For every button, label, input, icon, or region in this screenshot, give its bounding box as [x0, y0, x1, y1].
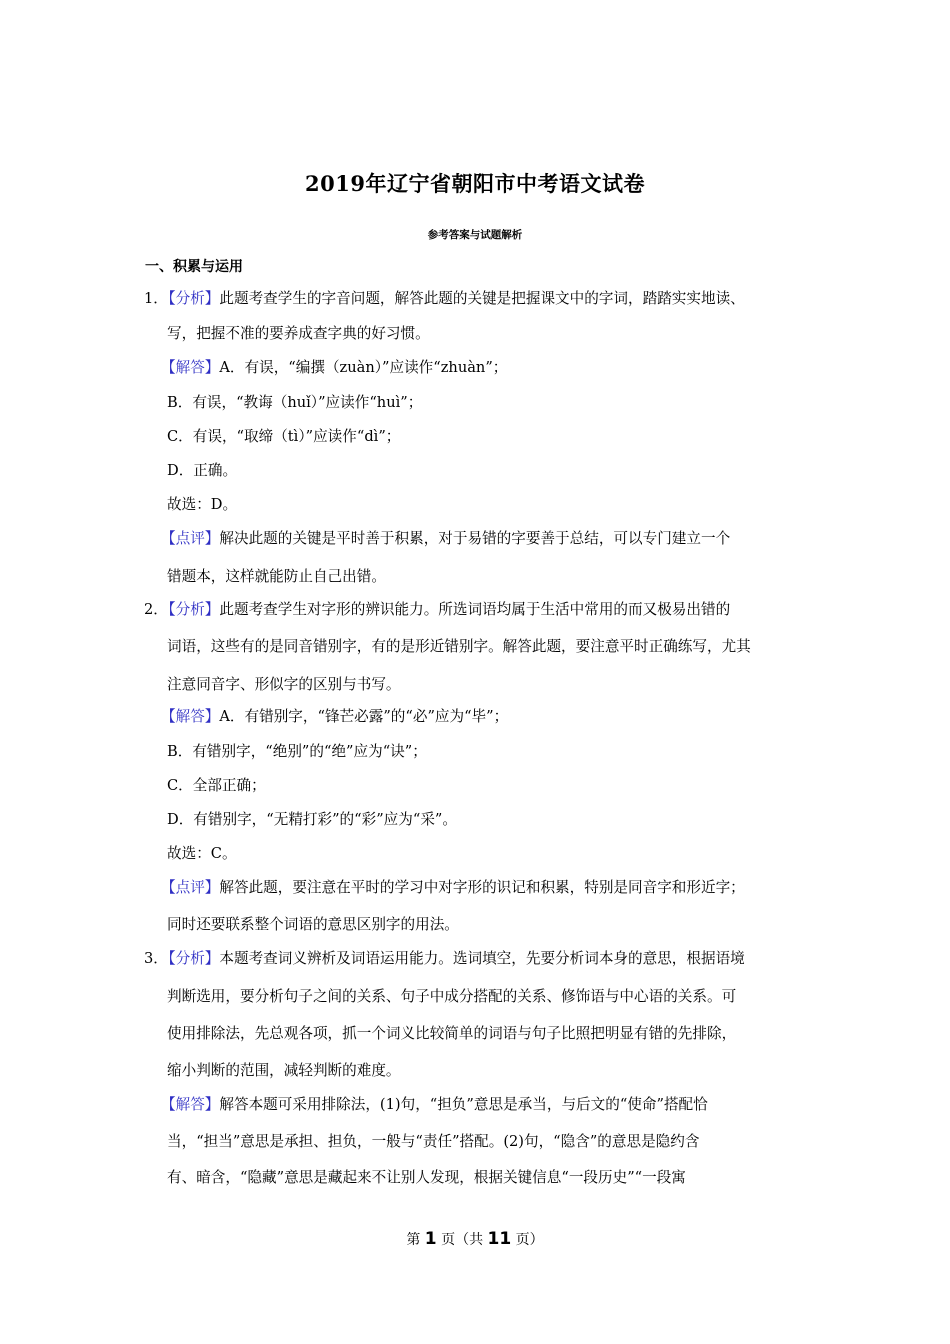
- q1-answer-line: B．有误，“教诲（huǐ）”应读作“huì”；: [167, 394, 423, 411]
- q2-analysis-line: 词语，这些有的是同音错别字，有的是形近错别字。解答此题，要注意平时正确练写，尤其: [167, 638, 751, 655]
- answer-tag: 【解答】: [161, 1096, 220, 1113]
- footer-suffix: 页）: [511, 1232, 544, 1248]
- doc-title: 2019年辽宁省朝阳市中考语文试卷: [305, 171, 645, 196]
- q2-answer-line: [161, 707, 801, 727]
- doc-subtitle: 参考答案与试题解析: [427, 229, 523, 241]
- q1-answer-line: D．正确。: [167, 462, 238, 479]
- analysis-tag: 【分析】: [161, 601, 220, 618]
- q2-answer-line: B．有错别字，“绝别”的“绝”应为“诀”；: [167, 743, 427, 760]
- answer-tag: 【解答】: [161, 359, 220, 376]
- footer-prefix: 第: [406, 1232, 425, 1248]
- analysis-tag: 【分析】: [161, 290, 220, 307]
- answer-tag: 【解答】: [161, 708, 220, 725]
- q2-answer-text: A．有错别字，“锋芒必露”的“必”应为“毕”；: [219, 708, 509, 725]
- q3-analysis-line: 缩小判断的范围，减轻判断的难度。: [167, 1062, 401, 1079]
- q3-analysis-text: 本题考查词义辨析及词语运用能力。选词填空，先要分析词本身的意思，根据语境: [219, 950, 745, 967]
- q3-analysis-line: 使用排除法，先总观各项，抓一个词义比较简单的词语与句子比照把明显有错的先排除，: [167, 1025, 737, 1042]
- q2-comment-line: 同时还要联系整个词语的意思区别字的用法。: [167, 916, 459, 933]
- section-heading: 一、积累与运用: [145, 259, 243, 275]
- question-number: 3．: [144, 950, 168, 967]
- q2-answer-line: C．全部正确；: [167, 777, 266, 794]
- question-number: 2．: [144, 601, 168, 618]
- q1-answer-line: C．有误，“取缔（tì）”应读作“dì”；: [167, 428, 401, 445]
- q2-comment-line: [161, 878, 801, 898]
- q2-comment-text: 解答此题，要注意在平时的学习中对字形的识记和积累，特别是同音字和形近字；: [219, 879, 745, 896]
- q2-answer-line: D．有错别字，“无精打彩”的“彩”应为“采”。: [167, 811, 457, 828]
- analysis-tag: 【分析】: [161, 950, 220, 967]
- comment-tag: 【点评】: [161, 879, 220, 896]
- page-number: 1: [424, 1229, 437, 1249]
- q1-answer-line: [161, 358, 801, 378]
- q2-answer-line: 故选：C。: [167, 845, 237, 862]
- q2-analysis-line: 注意同音字、形似字的区别与书写。: [167, 676, 401, 693]
- q1-comment-line: [161, 529, 801, 549]
- q3-answer-text: 解答本题可采用排除法，(1)句，“担负”意思是承当，与后文的“使命”搭配恰: [219, 1096, 708, 1113]
- q1-analysis-text: 此题考查学生的字音问题，解答此题的关键是把握课文中的字词，踏踏实实地读、: [219, 290, 745, 307]
- q3-analysis-line: 判断选用，要分析句子之间的关系、句子中成分搭配的关系、修饰语与中心语的关系。可: [167, 988, 737, 1005]
- q1-analysis-line: 写，把握不准的要养成查字典的好习惯。: [167, 325, 430, 342]
- q1-comment-line: 错题本，这样就能防止自己出错。: [167, 568, 386, 585]
- q1-answer-text: A．有误，“编撰（zuàn）”应读作“zhuàn”；: [219, 359, 508, 376]
- q3-answer-line: 当，“担当”意思是承担、担负，一般与“责任”搭配。(2)句，“隐含”的意思是隐约含: [167, 1133, 700, 1150]
- q1-comment-text: 解决此题的关键是平时善于积累，对于易错的字要善于总结，可以专门建立一个: [219, 530, 731, 547]
- question-number: 1．: [144, 290, 168, 307]
- page-total: 11: [487, 1229, 512, 1249]
- q1-answer-line: 故选：D。: [167, 496, 238, 513]
- footer-middle: 页（共: [436, 1232, 488, 1248]
- q1-analysis-line: [161, 289, 801, 309]
- q3-answer-line: [161, 1095, 801, 1115]
- q3-answer-line: 有、暗含，“隐藏”意思是藏起来不让别人发现，根据关键信息“一段历史”“一段寓: [167, 1169, 686, 1186]
- comment-tag: 【点评】: [161, 530, 220, 547]
- page-footer: [0, 1229, 950, 1249]
- q2-analysis-line: [161, 600, 801, 620]
- q3-analysis-line: [161, 949, 801, 969]
- q2-analysis-text: 此题考查学生对字形的辨识能力。所选词语均属于生活中常用的而又极易出错的: [219, 601, 731, 618]
